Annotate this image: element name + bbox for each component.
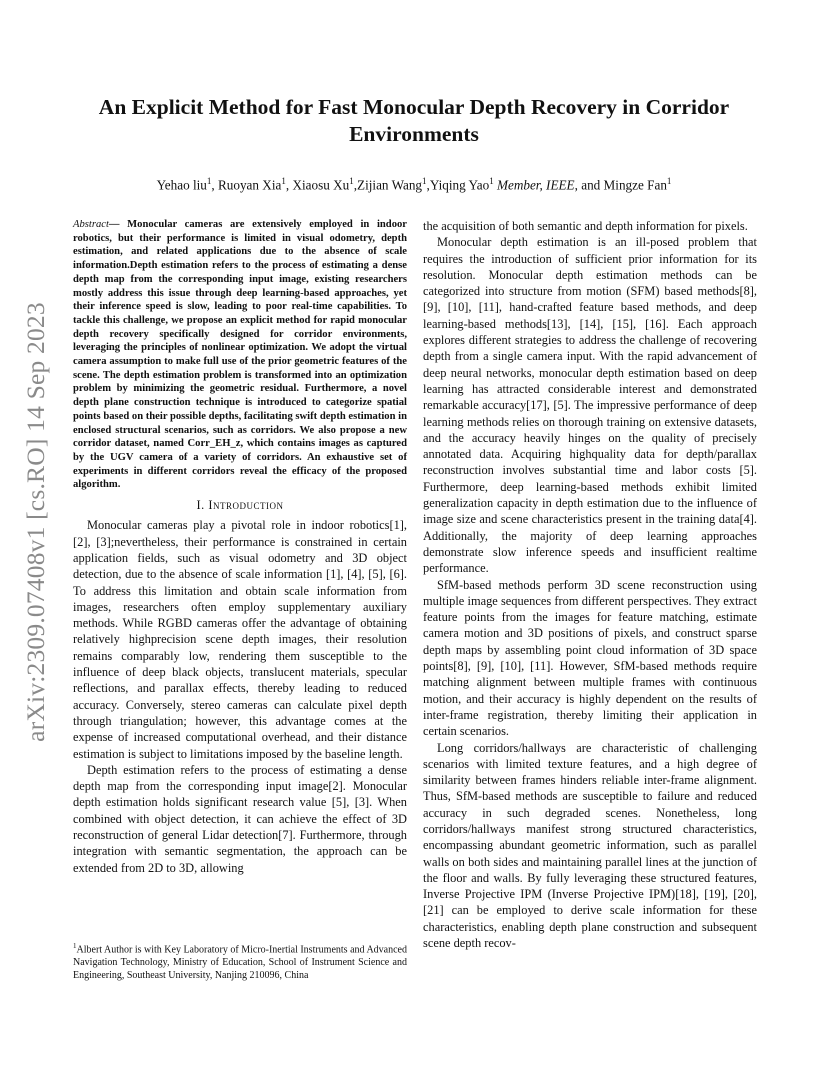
footnote-text: Albert Author is with Key Laboratory of Micro-Inertial Instruments and Advanced Navigation Technology, Ministry of Education, School of Instrument Science and Engineering, Southeast University, Nanjing 210096, China bbox=[73, 944, 407, 981]
author-tail: , and Mingze Fan bbox=[574, 177, 667, 193]
author-name: Ruoyan Xia bbox=[217, 177, 282, 193]
author-name: Zijian Wang bbox=[357, 177, 423, 193]
affiliation-mark: 1 bbox=[422, 176, 427, 186]
author-separator: , bbox=[426, 177, 430, 193]
author-list bbox=[70, 172, 758, 194]
abstract-label: Abstract bbox=[73, 219, 109, 230]
footnote-mark: 1 bbox=[73, 942, 77, 950]
affiliation-mark: 1 bbox=[281, 176, 286, 186]
affiliation-mark: 1 bbox=[349, 176, 354, 186]
affiliation-mark: 1 bbox=[489, 176, 494, 186]
paragraph: Monocular cameras play a pivotal role in indoor robotics[1], [2], [3];nevertheless, their performance is constrained in certain application fields, such as visual odometry and 3D object detection, due to the absence of scale information [1], [4], [5], [6]. To address this limitation and obtain scale information from images, researchers often employ supplementary auxiliary methods. While RGBD cameras offer the advantage of obtaining relatively highprecision scene depth images, their resolution remains comparably low, rendering them susceptible to the influence of deep black objects, translucent materials, specular reflections, and parallax effects, thereby leading to reduced accuracy. Conversely, stereo cameras can calculate pixel depth through triangulation; however, this advantage comes at the expense of increased computational overhead, and their distance estimation is subject to limitations imposed by the baseline length. bbox=[73, 518, 407, 761]
left-column bbox=[73, 218, 407, 876]
section-heading: I. Introduction bbox=[196, 498, 284, 513]
affiliation-mark: 1 bbox=[666, 176, 672, 186]
arxiv-identifier bbox=[22, 286, 50, 758]
abstract-text: — Monocular cameras are extensively employed in indoor robotics, but their performance is limited in visual odometry, depth estimation, and related applications due to the absence of scale information.Depth estimation refers to the process of estimating a dense depth map from the corresponding input image, existing researchers mostly address this issue through deep learning-based approaches, yet their inference speed is slow, leading to poor real-time capabilities. To tackle this challenge, we propose an explicit method for rapid monocular depth recovery specifically designed for corridor environments, leveraging the principles of nonlinear optimization. We adopt the virtual camera assumption to make full use of the prior geometric features of the scene. The depth estimation problem is transformed into an optimization problem by minimizing the geometric residual. Furthermore, a novel depth plane construction technique is introduced to categorize spatial points based on their possible depths, facilitating swift depth estimation in enclosed structural scenarios, such as corridors. We also propose a new corridor dataset, named Corr_EH_z, which contains images as captured by the UGV camera of a variety of corridors. An exhaustive set of experiments in different corridors reveal the efficacy of the proposed algorithm. bbox=[73, 219, 407, 491]
paragraph: Long corridors/hallways are characteristic of challenging scenarios with limited texture features, and a high degree of similarity between frames hinders reliable inter-frame alignment. Thus, SfM-based methods are susceptible to failure and reduced accuracy in such degraded scenes. Nonetheless, long corridors/hallways manifest strong structured characteristics, encompassing abundant geometric information, such as parallel walls on both sides and maintaining parallel lines at the junction of the floor and walls. By fully leveraging these structured features, Inverse Projective IPM (Inverse Projective IPM)[18], [19], [20], [21] can be employed to derive scale information for these characteristics, enabling depth plane construction and subsequent scene depth recov- bbox=[423, 740, 757, 951]
footnote bbox=[73, 940, 407, 982]
paragraph: Monocular depth estimation is an ill-posed problem that requires the introduction of sufficient prior information for its resolution. Monocular depth estimation methods can be categorized into structure from motion (SFM) based methods[8], [9], [10], [11], hand-crafted feature based methods, and deep learning-based methods[13], [14], [15], [16]. Each approach explores different strategies to address the challenge of recovering depth from a single camera input. With the rapid advancement of deep neural networks, monocular depth estimation based on deep learning has attracted considerable interest and demonstrated remarkable accuracy[17], [5]. The impressive performance of deep learning methods relies on thorough training on extensive datasets, and the accuracy heavily hinges on the quality of precisely annotated data. Acquiring highquality data for depth/parallax reconstruction involves substantial time and labor costs [5]. Furthermore, deep learning-based methods exhibit limited generalization capacity in depth estimation due to the influence of image size and scene characteristics present in the training data[4]. Additionally, the majority of deep learning approaches demonstrate slow inference speeds and insufficient realtime performance. bbox=[423, 235, 757, 576]
right-column bbox=[423, 218, 757, 951]
member-note: Member, IEEE bbox=[496, 177, 575, 193]
author-separator: , bbox=[353, 177, 358, 193]
abstract bbox=[73, 218, 407, 492]
affiliation-mark: 1 bbox=[206, 176, 212, 186]
arxiv-identifier-text: arXiv:2309.07408v1 [cs.RO] 14 Sep 2023 bbox=[21, 302, 50, 742]
author-separator: , bbox=[211, 177, 218, 193]
paragraph: Depth estimation refers to the process of estimating a dense depth map from the corresponding input image[2]. Monocular depth estimation holds significant research value [5], [3]. When combined with object detection, it can achieve the effect of 3D reconstruction of general Lidar detection[7]. Furthermore, through integration with semantic segmentation, the approach can be extended from 2D to 3D, allowing bbox=[73, 762, 407, 875]
author-name: Yiqing Yao bbox=[429, 177, 490, 193]
author-name: Xiaosu Xu bbox=[292, 177, 350, 193]
paragraph: the acquisition of both semantic and depth information for pixels. bbox=[423, 219, 748, 233]
paper-title: An Explicit Method for Fast Monocular Depth Recovery in Corridor Environments bbox=[98, 95, 730, 146]
paragraph: SfM-based methods perform 3D scene reconstruction using multiple image sequences from different perspectives. They extract feature points from the images for feature matching, estimate camera motion and 3D positions of pixels, and construct sparse depth maps by assembling point cloud information of 3D space points[8], [9], [10], [11]. However, SfM-based methods require matching alignment between multiple frames with continuous motion, and their accuracy is highly dependent on the results of inter-frame registration, thereby limiting their application in certain scenarios. bbox=[423, 577, 757, 739]
author-name: Yehao liu bbox=[156, 177, 207, 193]
author-separator: , bbox=[285, 177, 293, 193]
